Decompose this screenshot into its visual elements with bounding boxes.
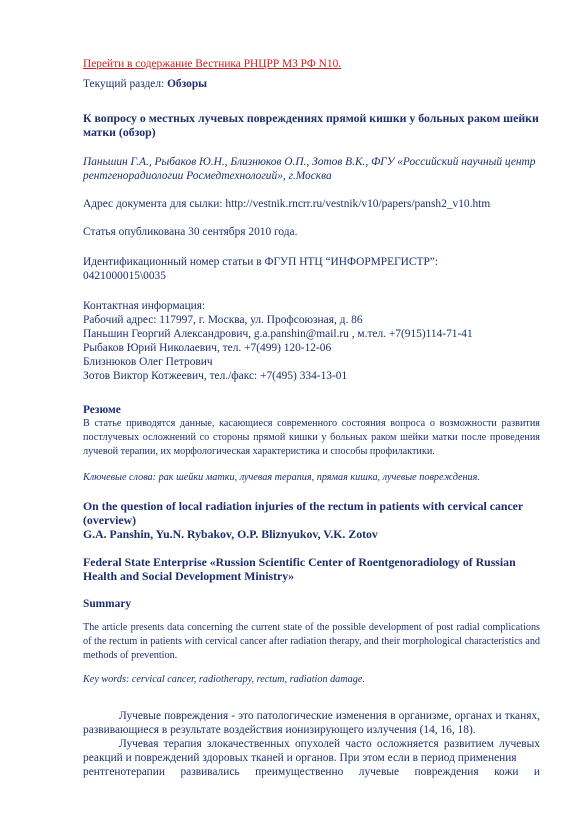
keywords-ru: Ключевые слова: рак шейки матки, лучевая терапия, прямая кишка, лучевые повреждения. bbox=[83, 472, 480, 483]
abstract-heading-ru: Резюме bbox=[83, 404, 121, 416]
article-title-ru: К вопросу о местных лучевых повреждениях прямой кишки у больных раком шейки матки (обзор) bbox=[83, 111, 539, 139]
authors-ru: Паньшин Г.А., Рыбаков Ю.Н., Близнюков О.П., Зотов В.К., ФГУ «Российский научный центр рентгенорадиологии Росмедтехнологий», г.Москва bbox=[83, 156, 536, 182]
registry-id-value: 0421000015\0035 bbox=[83, 270, 166, 282]
contact-line: Рыбаков Юрий Николаевич, тел. +7(499) 120-12-06 bbox=[83, 342, 332, 354]
body-paragraph-continued: рентгенотерапии развивались преимущественно лучевые повреждения кожи и bbox=[83, 766, 540, 778]
institution-en: Federal State Enterprise «Russion Scientific Center of Roentgenoradiology of Russian Health and Social Development Ministry» bbox=[83, 555, 516, 583]
contact-line: Зотов Виктор Котжеевич, тел./факс: +7(495) 334-13-01 bbox=[83, 370, 348, 382]
summary-heading-en: Summary bbox=[83, 598, 132, 610]
url-label: Адрес документа для сылки: bbox=[83, 198, 223, 210]
document-url bbox=[83, 197, 540, 211]
abstract-text-ru: В статье приводятся данные, касающиеся современного состояния вопроса о возможности развития постлучевых осложнений со стороны прямой кишки у больных раком шейки матки после проведения лучевой терапии, их морфологическая характеристика и способы профилактики. bbox=[83, 418, 540, 457]
publication-date: Статья опубликована 30 сентября 2010 года. bbox=[83, 226, 298, 238]
body-paragraph: Лучевые повреждения - это патологические изменения в организме, органах и тканях, развивающиеся в результате воздействия ионизирующего излучения (14, 16, 18). bbox=[83, 710, 540, 736]
contact-line: Паньшин Георгий Александрович, g.a.panshin@mail.ru , м.тел. +7(915)114-71-41 bbox=[83, 328, 473, 340]
article-title-en: On the question of local radiation injuries of the rectum in patients with cervical cancer (overview) bbox=[83, 499, 523, 527]
section-value: Обзоры bbox=[167, 78, 208, 90]
document-page bbox=[83, 57, 540, 779]
summary-text-en: The article presents data concerning the current state of the possible development of post radial complications of the rectum in patients with cervical cancer after radiation therapy, and their morphological characteristics and methods of prevention. bbox=[83, 622, 541, 661]
authors-en: G.A. Panshin, Yu.N. Rybakov, O.P. Bliznyukov, V.K. Zotov bbox=[83, 527, 378, 541]
contact-line: Близнюков Олег Петрович bbox=[83, 356, 213, 368]
body-paragraph: Лучевая терапия злокачественных опухолей часто осложняется развитием лучевых реакций и повреждений здоровых тканей и органов. При этом если в период применения bbox=[83, 738, 540, 764]
contact-info bbox=[83, 299, 540, 383]
registry-id-label: Идентификационный номер статьи в ФГУП НТЦ “ИНФОРМРЕГИСТР”: bbox=[83, 256, 439, 268]
section-label: Текущий раздел: bbox=[83, 78, 165, 90]
contact-line: Рабочий адрес: 117997, г. Москва, ул. Профсоюзная, д. 86 bbox=[83, 314, 363, 326]
url-value: http://vestnik.rncrr.ru/vestnik/v10/papers/pansh2_v10.htm bbox=[225, 198, 491, 210]
contents-link[interactable]: Перейти в содержание Вестника РНЦРР МЗ РФ N10. bbox=[83, 58, 342, 70]
current-section bbox=[83, 77, 540, 91]
keywords-en: Key words: cervical cancer, radiotherapy, rectum, radiation damage. bbox=[83, 674, 365, 685]
contact-heading: Контактная информация: bbox=[83, 300, 206, 312]
